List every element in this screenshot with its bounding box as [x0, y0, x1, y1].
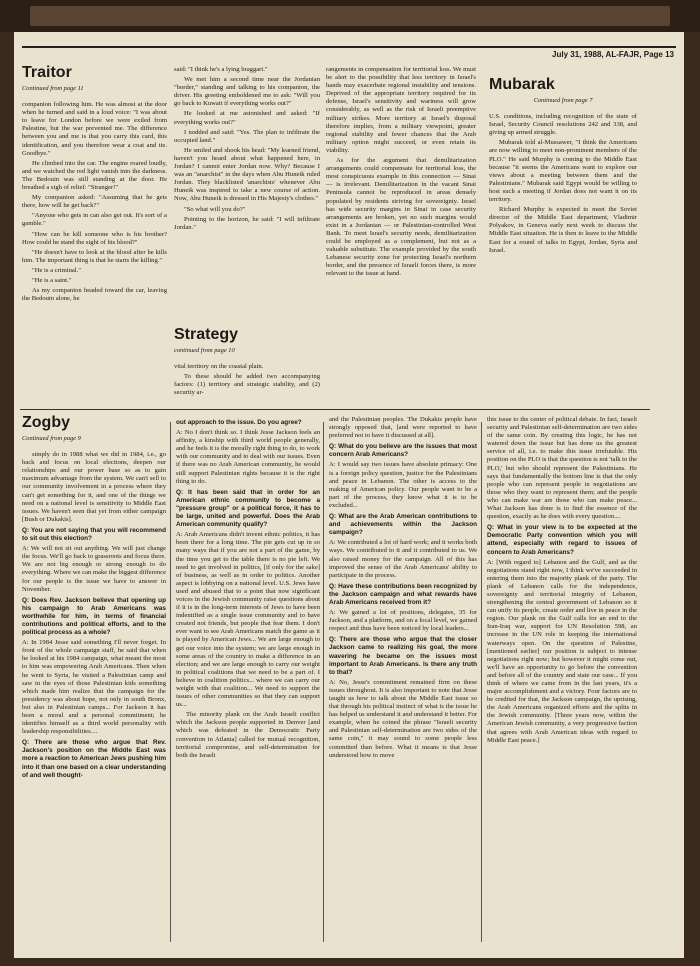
body-paragraph: said: "I think he's a lying braggart.": [174, 66, 268, 73]
zogby-body-1: [22, 451, 166, 780]
body-paragraph: A: In 1984 Jesse said something I'll never forget. In front of the whole campaign staff, he said that when he looked at his 1984 campaign, what meant the most to him was empowering Arab Americans. Then when he went to Syria, he visited a Palestinian camp and saw in the eyes of those Palestinian kids something which made him realize that the campaign for the presidency was about hope, not only in south Bronx, but also in Palestinian camps... For Jackson it has been a moral and a personal commitment; he identifies himself as a third world personality with leadership responsibilities....: [22, 639, 166, 736]
body-paragraph: A: Arab Americans didn't invent ethnic politics, it has been there for a long time. The pie gets cut up in so many ways that if you are not a part of the game, by the time you get to the table there is no pie left. We need to get involved in politics, [if only for the sake] of business, as well as in order to politics. Another aspect is lobbying on a national level. U.S. Jews have used and abused that to a point that now significant voices in the Jewish community raise questions about if it is in the long-term interests of Jews to have been indentified as a single issue community and to have created not friends, but people that fear them. I don't ever want to see Arab Americans match the game as it is played by American Jews... We are large enough to get our voice into the system; we are large enough in some areas of the country to make a difference in an election; and we are large enough to carry our weight in political coalitions that we need to be a part of. I believe in coalition politics... where we can carry our weight with that coalition... We need to support the issues of other communities so that they can support us...: [176, 531, 320, 709]
body-paragraph: A: We will not sit out anything. We will just change the focus. We'll go back to grassroots and focus there. We are not big enough or strong enough to do everything. Where we can make the biggest difference for our people is the issue we have to answer in November.: [22, 545, 166, 593]
body-paragraph: Mubarak told al-Mussawer, "I think the Americans are now willing to meet non-prominent members of the PLO." He said Murphy is coming to the Middle East because "it seems the Americans want to explore our views about a meeting between them and the Palestinians." Mubarak said Egypt would be willing to host such a meeting if Jordan does not want it on its territory.: [489, 139, 637, 204]
strategy-headline: Strategy: [174, 326, 239, 343]
traitor-column-2: [174, 66, 320, 324]
body-paragraph: My companion asked: "Assuming that he gets there, how will he get back?": [22, 194, 167, 210]
body-paragraph: He climbed into the car. The engine roared loudly, and we watched the red light vanish into the darkness. The Bedouin was still standing at the door. He breathed a sigh of relief: "Stranger!": [22, 159, 167, 192]
body-paragraph: A: No, Jesse's commitment remained firm on these issues throughout. It is also important to note that Jesse taught us how to talk about the Middle East issue so that through his political instinct of what is the issue he has helped us understand it and understand it better. For example, when he coined the phrase "Israeli security and Palestinian self-determination are two sides of the same coin," it may sound to some people less committed than before. What it means is that Jesse understood how to move: [329, 678, 477, 759]
strategy-body-2: [174, 363, 320, 397]
body-paragraph: He looked at me astonished and asked: "If everything works out?": [174, 110, 320, 126]
zogby-column-1: [22, 414, 166, 950]
body-paragraph: To these should be added two accompanying factors: (1) territory and strategic stability, and (2) security ar-: [174, 373, 320, 397]
col-rule-2: [323, 422, 324, 942]
question-paragraph: Q: You are not saying that you will recommend to sit out this election?: [22, 526, 166, 543]
strategy-body-3: [326, 66, 476, 278]
question-paragraph: Q: Have these contributions been recognized by the Jackson campaign and what rewards have Arab Americans received from it?: [329, 582, 477, 606]
body-paragraph: The minority plank on the Arab Israeli conflict which the Jackson people supported in Denver [and which was defeated in the Democratic Party convention in Atlanta] called for mutual recognition, territorial compromise, and self-determination for both the Israeli: [176, 711, 320, 759]
body-paragraph: rangements in compensation for territorial loss. We must be alert to the possibility that less territory in Israel's hands may exacerbate regional instability and tensions. Deprived of the appropriate territory required for its defense, Israel's sensitivity and wariness will grow considerably, as well as the risk of Israeli preemptive military strikes. More territory at Israel's disposal therefore implies, from a military viewpoint, greater regional stability and fewer chances that the Arab military option might succeed, or even retain its viability.: [326, 66, 476, 154]
mubarak-continued: Continued from page 7: [533, 97, 593, 104]
page-header: July 31, 1988, AL-FAJR, Page 13: [552, 50, 674, 59]
zogby-continued: Continued from page 9: [22, 435, 81, 442]
body-paragraph: companion following him. He was almost at the door when he turned and said in a loud voice: "I was about to leave for London before we were exiled from Palestine, but the war prevented me. The difference between you and me is that you carry this card, this identification, and you therefore wear a coat and tie. Goodbye.": [22, 101, 167, 157]
zogby-column-3: [329, 416, 477, 950]
body-paragraph: "He doesn't have to look at the blood after he kills him. The important thing is that he starts the killing.": [22, 248, 167, 264]
zogby-body-2: [176, 419, 320, 760]
zogby-body-3: [329, 416, 477, 760]
body-paragraph: As for the argument that demilitarization arrangements could compensate for territorial loss, the most conspicuous example in this connection — Sinai — is irrelevant. Demilitarization in the vacant Sinai Peninsula cannot be reproduced in areas densely populated by residents striving for sovereignty. Israel has wide security margins in Sinai in case security arrangements are broken, yet no such margins would exist in a Jordanian — or Palestinian-controlled West Bank. To meet Israel's security needs, demilitarization could be employed as a complement, but not as a valuable substitute. The example provided by the south Lebanese security zone for protecting Israel's northern border, and the presence of Israeli forces there, is more relevant to the issue at hand.: [326, 157, 476, 278]
body-paragraph: A: I would say two issues have absolute primacy: One is a foreign policy question, justice for the Palestinians and peace in Lebanon. The other is access to the making of American policy. Our people want to be a part of the process, they know what it is to be excluded...: [329, 461, 477, 509]
body-paragraph: He smiled and shook his head: "My learned friend, haven't you heard about what happened here, in Jordan? I cannot enter Jordan now. Why? Because I was an "anarchist" in the days when Abu Huneik ruled Jordan. They blacklisted 'anarchists' whenever Abu Huneik was inspired to take a new course of action. Now, Abu Huneik is dressed in His Majesty's clothes.": [174, 146, 320, 203]
zogby-headline: Zogby: [22, 414, 70, 431]
question-paragraph: Q: Does Rev. Jackson believe that opening up his campaign to Arab Americans was worthwhile for him, in terms of financial contributions and political efforts, and to the political process as a whole?: [22, 596, 166, 637]
zogby-column-4: [487, 416, 637, 950]
question-paragraph: Q: What are the Arab American contributions to and achievements within the Jackson campaign?: [329, 513, 477, 537]
col-rule-1: [170, 422, 171, 942]
header-rule: [22, 46, 676, 48]
body-paragraph: A: No I don't think so. I think Jesse Jackson feels an affinity, a kinship with third world people generally, and he feels it is the morally right thing to do, to work with our community and to deal with our issues. Even if there was no Arab American community, he would still support Palestinian rights because it is the right thing to do.: [176, 429, 320, 485]
body-paragraph: simply do in 1988 what we did in 1984, i.e., go back and focus on local elections, deepen our relationships and our power base so as to gain maximum advantage from the system. We can't sell to our community involvement in a process where they can't get something for it, and one of the things we need on a national level is sensitivity to Middle East issues. We haven't seen that yet from either campaign [Bush or Dukakis].: [22, 451, 166, 523]
mubarak-column: [489, 76, 637, 406]
traitor-body-1: [22, 101, 167, 303]
zogby-body-4: [487, 416, 637, 745]
body-paragraph: As my companion headed toward the car, leaving the Bedouin alone, he: [22, 287, 167, 303]
book-binding: [0, 0, 700, 32]
body-paragraph: "He is a saint.": [32, 276, 72, 284]
body-paragraph: Richard Murphy is expected to meet the Soviet director of the Middle East department, Vladimir Polyakov, in Geneva early next week to discuss the Middle East situation. He is then to leave to the Middle East for a round of talks in Egypt, Jordan, Syria and Israel.: [489, 206, 637, 254]
body-paragraph: We met him a second time near the Jordanian "border," standing and talking to his companion, the driver. His greeting emboldened me to ask: "Will you go back to Kuwait if everything works out?": [174, 76, 320, 108]
body-paragraph: A: We contributed a lot of hard work; and it works both ways. We contributed to it and it contributed to us. We also raised money for the campaign. All of this has improved the sense of the Arab Americans' ability to participate in the process.: [329, 539, 477, 579]
traitor-column-1: [22, 64, 167, 404]
body-paragraph: Pointing to the horizon, he said: "I will infiltrate Jordan.": [174, 215, 320, 231]
question-paragraph: Q: It has been said that in order for an American ethnic community to become a "pressure group" or a political force, it has to be large, united and powerful. Does the Arab American community qualify?: [176, 488, 320, 529]
zogby-column-2: [176, 416, 320, 950]
question-paragraph: Q: What in your view is to be expected at the Democratic Party convention which you will attend, especially with regard to issues of concern to Arab Americans?: [487, 524, 637, 556]
strategy-column-3: [326, 66, 476, 406]
section-divider: [20, 409, 650, 410]
question-paragraph: Q: There are those who argue that the closer Jackson came to realizing his goal, the more wavering he became on the issues most important to Arab Americans. Is there any truth to that?: [329, 636, 477, 676]
question-paragraph: out approach to the issue. Do you agree?: [176, 419, 302, 426]
strategy-block: [174, 326, 320, 406]
question-paragraph: Q: What do you believe are the issues that most concern Arab Americans?: [329, 443, 477, 459]
body-paragraph: vital territory on the coastal plain.: [174, 363, 264, 371]
body-paragraph: "Anyone who gets in can also get out. It's sort of a gamble.": [22, 212, 167, 228]
strategy-continued: continued from page 10: [174, 347, 235, 354]
col-rule-3: [481, 422, 482, 942]
body-paragraph: "He is a criminal.": [32, 266, 81, 274]
body-paragraph: and the Palestinian peoples. The Dukakis people have strongly opposed that, [and were reported to have preferred not to have it discussed at all].: [329, 416, 477, 440]
mubarak-body: [489, 113, 637, 255]
body-paragraph: A: [With regard to] Lebanon and the Gulf, and as the negotiations stand right now, I think we've succeeded in entering them into the majority plank of the party. The plank of Lebanon calls for the independence, sovereignty and territorial integrity of Lebanon, strengthening the central government of Lebanon so it can unify its people, create order and live in peace in the region. Our plank on the Gulf calls for an end to the Iran-Iraq war, support for UN Resolution 598, an increase in the UN role in keeping the international waterways open. On the question of Palestine, [mentioned earlier] our position is subject to intense negotiations right now; but however it might come out, we'll have an opportunity to go before the convention and before all of the country and state our case... If you think of where we came from in the last years, it's a major accomplishment and a victory. Four factors are to be credited for that, the Jackson campaign, the uprising, the Arab Americans organized efforts and the splits in the Jewish community. [Three years now, within the American Jewish community, a very progressive faction that agrees with Arab American ideas with regard to Middle East peace.]: [487, 558, 637, 744]
body-paragraph: "How can he kill someone who is his brother? How could he stand the sight of his blood?": [22, 230, 167, 246]
body-paragraph: I nodded and said: "Yes. The plan to infiltrate the occupied land.": [174, 128, 320, 144]
traitor-headline: Traitor: [22, 64, 72, 81]
newspaper-page: [14, 32, 684, 958]
question-paragraph: Q: There are those who argue that Rev. Jackson's position on the Middle East was more a reaction to American Jews pushing him into it than one based on a clear understanding of and well thought-: [22, 739, 166, 779]
body-paragraph: this issue to the center of political debate. In fact, Israeli security and Palestinian self-determination are two sides of the same coin. By creating this logic, he has not watered down the issue but has done us the greatest service of all, i.e. to make this issue irrefutable. His position on the PLO is that the question is not 'talk to the PLO,' but who should represent the Palestinians. He says that fundamentally the bottom line is that the only people who can represent people in negotiations are those who they want to represent them; and the people who can make war are those who can make peace... What Jackson has done is to find the essence of the question, exactly as he does with every question....: [487, 416, 637, 521]
body-paragraph: U.S. conditions, including recognition of the state of Israel, Security Council resolutions 242 and 338, and giving up armed struggle.: [489, 113, 637, 137]
mubarak-headline: Mubarak: [489, 76, 555, 93]
traitor-continued: Continued from page 11: [22, 85, 84, 92]
traitor-body-2: [174, 66, 320, 232]
body-paragraph: A: We gained a lot of positions, delegates, 35 for Jackson, and a platform, and on a local level, we gained respect and thus have been noticed by local leaders...: [329, 609, 477, 633]
body-paragraph: "So what will you do?": [184, 205, 246, 213]
